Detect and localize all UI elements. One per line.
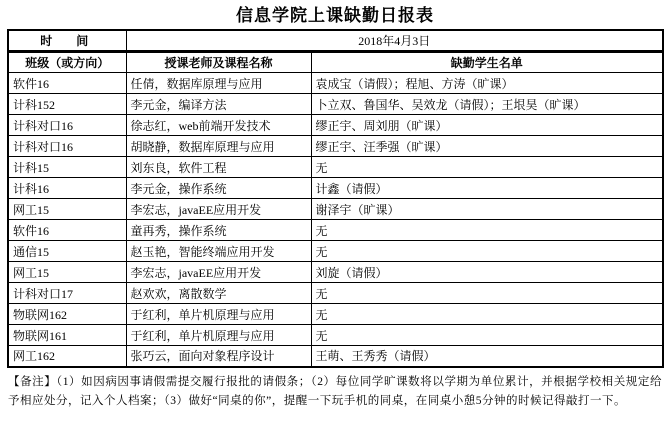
- absent-students-cell: 王萌、王秀秀（请假）: [311, 346, 663, 367]
- absent-students-cell: 无: [311, 241, 663, 262]
- absent-students-cell: 无: [311, 325, 663, 346]
- absent-students-cell: 卜立双、鲁国华、吴效龙（请假）；王垠昊（旷课）: [311, 94, 663, 115]
- class-cell: 计科对口17: [8, 283, 126, 304]
- table-row: [8, 157, 663, 178]
- class-cell: 软件16: [8, 73, 126, 94]
- class-cell: 软件16: [8, 220, 126, 241]
- class-cell: 网工15: [8, 262, 126, 283]
- column-header-teacher-course: 授课老师及课程名称: [126, 52, 311, 73]
- teacher-course-cell: 任倩，数据库原理与应用: [126, 73, 311, 94]
- absent-students-cell: 无: [311, 157, 663, 178]
- teacher-course-cell: 于红利，单片机原理与应用: [126, 325, 311, 346]
- class-cell: 物联网162: [8, 304, 126, 325]
- table-row: [8, 115, 663, 136]
- teacher-course-cell: 胡晓静，数据库原理与应用: [126, 136, 311, 157]
- class-cell: 计科对口16: [8, 136, 126, 157]
- column-header-class: 班级（或方向）: [8, 52, 126, 73]
- class-cell: 计科15: [8, 157, 126, 178]
- table-row: [8, 262, 663, 283]
- teacher-course-cell: 李元金，操作系统: [126, 178, 311, 199]
- table-header-row: [8, 52, 663, 73]
- teacher-course-cell: 赵欢欢，离散数学: [126, 283, 311, 304]
- page-title: 信息学院上课缺勤日报表: [236, 6, 434, 25]
- teacher-course-cell: 童再秀，操作系统: [126, 220, 311, 241]
- absent-students-cell: 袁成宝（请假）；程旭、方涛（旷课）: [311, 73, 663, 94]
- teacher-course-cell: 李元金，编译方法: [126, 94, 311, 115]
- attendance-report-table: [7, 29, 664, 368]
- table-row: [8, 199, 663, 220]
- table-row: [8, 283, 663, 304]
- table-row: [8, 325, 663, 346]
- teacher-course-cell: 李宏志，javaEE应用开发: [126, 262, 311, 283]
- table-row: [8, 178, 663, 199]
- absent-students-cell: 计鑫（请假）: [311, 178, 663, 199]
- table-row: [8, 136, 663, 157]
- class-cell: 网工162: [8, 346, 126, 367]
- time-row: [8, 30, 663, 52]
- table-row: [8, 346, 663, 367]
- class-cell: 计科16: [8, 178, 126, 199]
- class-cell: 物联网161: [8, 325, 126, 346]
- teacher-course-cell: 刘东良，软件工程: [126, 157, 311, 178]
- absent-students-cell: 缪正宇、汪季强（旷课）: [311, 136, 663, 157]
- table-row: [8, 220, 663, 241]
- teacher-course-cell: 于红利，单片机原理与应用: [126, 304, 311, 325]
- absent-students-cell: 缪正宇、周刘朋（旷课）: [311, 115, 663, 136]
- teacher-course-cell: 赵玉艳，智能终端应用开发: [126, 241, 311, 262]
- remarks-note: 【备注】（1）如因病因事请假需提交履行报批的请假条；（2）每位同学旷课数将以学期为单位累计，并根据学校相关规定给予相应处分，记入个人档案；（3）做好“同桌的你”，提醒一下玩手机的同桌，在同桌小憩5分钟的时候记得敲打一下。: [8, 375, 662, 407]
- absent-students-cell: 无: [311, 220, 663, 241]
- table-row: [8, 94, 663, 115]
- time-value: 2018年4月3日: [126, 30, 663, 52]
- teacher-course-cell: 李宏志，javaEE应用开发: [126, 199, 311, 220]
- class-cell: 网工15: [8, 199, 126, 220]
- table-row: [8, 304, 663, 325]
- table-row: [8, 241, 663, 262]
- class-cell: 计科152: [8, 94, 126, 115]
- absent-students-cell: 无: [311, 283, 663, 304]
- table-row: [8, 73, 663, 94]
- teacher-course-cell: 徐志红，web前端开发技术: [126, 115, 311, 136]
- class-cell: 通信15: [8, 241, 126, 262]
- class-cell: 计科对口16: [8, 115, 126, 136]
- report-table-body: [8, 73, 663, 367]
- time-label: 时 间: [8, 30, 126, 52]
- absent-students-cell: 谢泽宇（旷课）: [311, 199, 663, 220]
- teacher-course-cell: 张巧云，面向对象程序设计: [126, 346, 311, 367]
- absent-students-cell: 无: [311, 304, 663, 325]
- column-header-absent-students: 缺勤学生名单: [311, 52, 663, 73]
- absent-students-cell: 刘旋（请假）: [311, 262, 663, 283]
